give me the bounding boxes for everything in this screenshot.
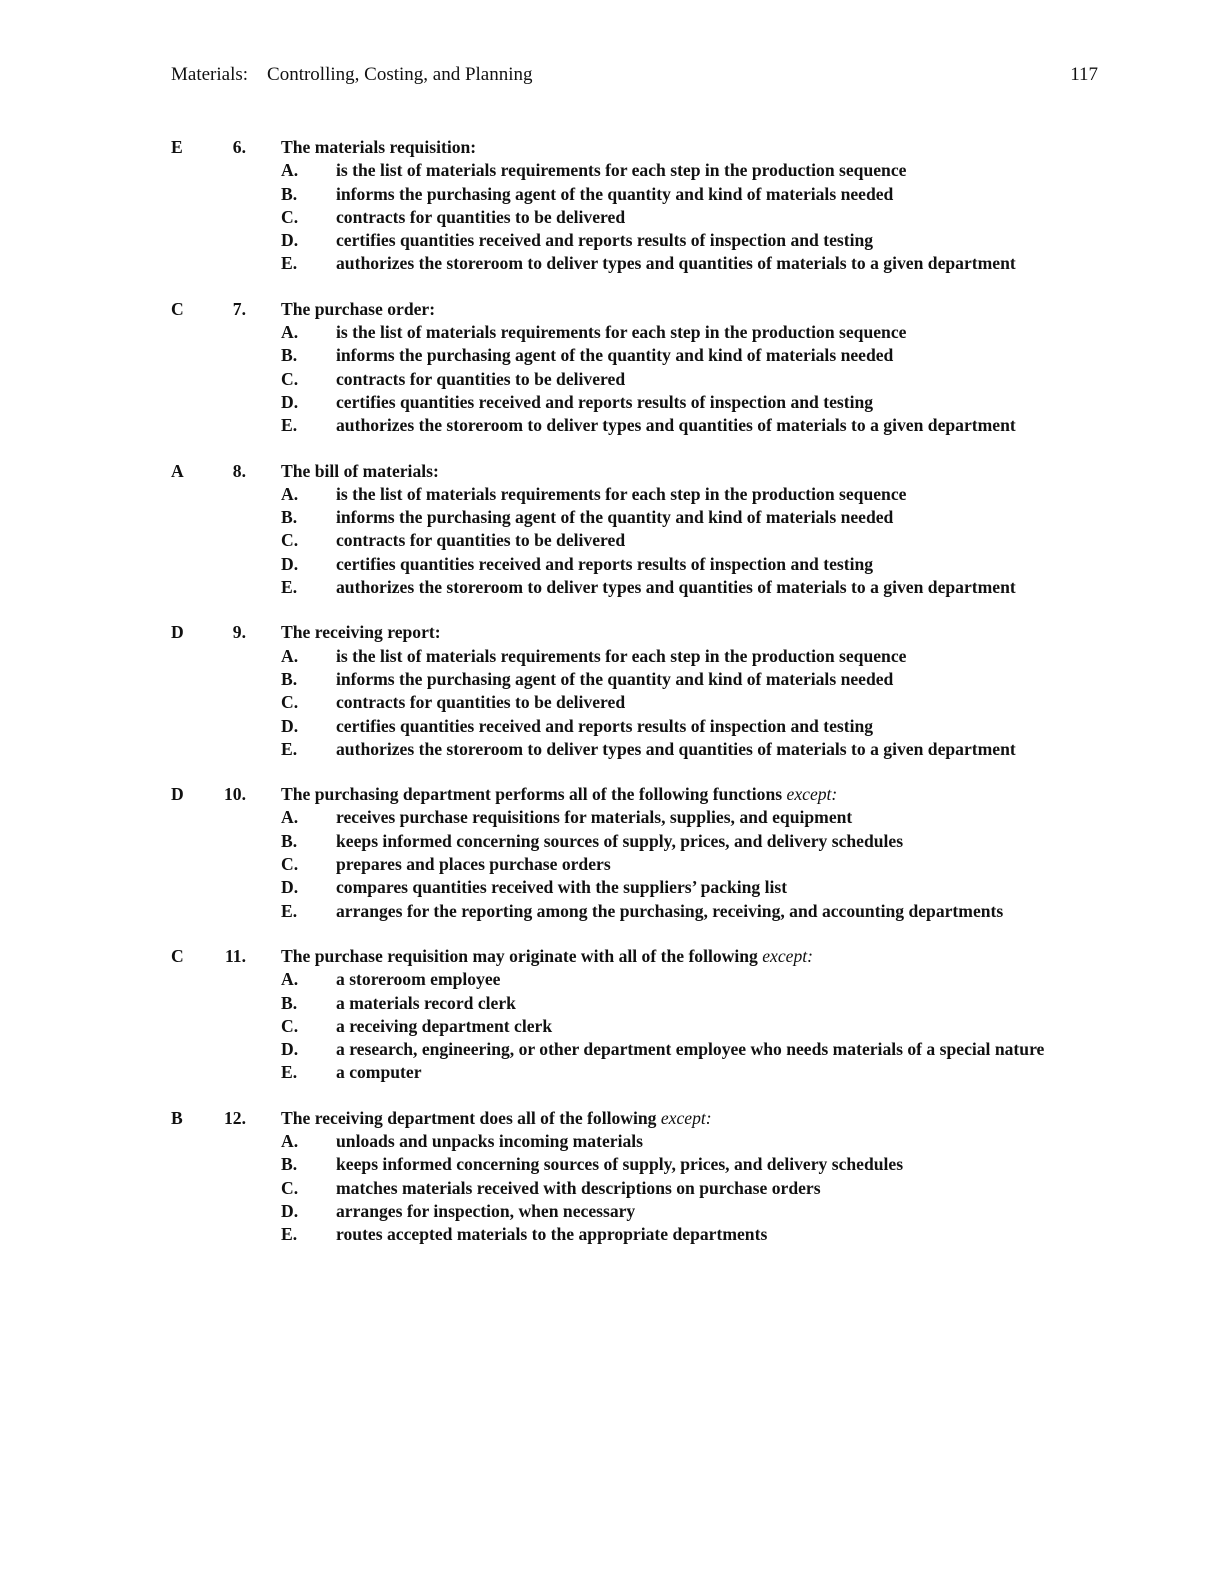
question-stem-text: The receiving report:	[281, 622, 441, 643]
question-stem	[281, 460, 439, 483]
option-letter: C.	[281, 206, 299, 227]
option-letter: B.	[281, 668, 298, 689]
option-text: a receiving department clerk	[336, 1015, 553, 1036]
question-stem-row	[0, 621, 1224, 644]
option-letter: C.	[281, 530, 299, 551]
option-text: authorizes the storeroom to deliver types and quantities of materials to a given department	[336, 577, 1016, 598]
option-text: is the list of materials requirements for each step in the production sequence	[336, 322, 907, 343]
option-text: is the list of materials requirements for each step in the production sequence	[336, 160, 907, 181]
answer-key: A	[171, 460, 184, 481]
option-text: certifies quantities received and reports results of inspection and testing	[336, 715, 874, 736]
answer-option	[0, 738, 1224, 761]
question-number: 6.	[232, 137, 246, 157]
option-letter: B.	[281, 183, 298, 204]
answer-option	[0, 553, 1224, 576]
answer-option	[0, 1223, 1224, 1246]
question-stem-text: The bill of materials:	[281, 460, 439, 481]
option-text: is the list of materials requirements for each step in the production sequence	[336, 645, 907, 666]
option-letter: D.	[281, 1200, 299, 1221]
option-text: receives purchase requisitions for materials, supplies, and equipment	[336, 807, 853, 828]
option-text: certifies quantities received and reports results of inspection and testing	[336, 553, 874, 574]
option-text: compares quantities received with the suppliers’ packing list	[336, 877, 788, 898]
option-letter: A.	[281, 1130, 299, 1151]
option-text: matches materials received with descriptions on purchase orders	[336, 1177, 821, 1198]
answer-option	[0, 806, 1224, 829]
option-text: is the list of materials requirements for each step in the production sequence	[336, 483, 907, 504]
answer-option	[0, 900, 1224, 923]
answer-option	[0, 715, 1224, 738]
question-number: 9.	[232, 622, 246, 643]
question-3	[0, 621, 1224, 761]
question-5	[0, 945, 1224, 1085]
answer-key: D	[171, 622, 184, 643]
question-stem-text: The purchase requisition may originate with all of the following	[281, 945, 758, 966]
answer-option	[0, 1038, 1224, 1061]
answer-option	[0, 483, 1224, 506]
question-stem-row	[0, 460, 1224, 483]
answer-key: E	[171, 137, 183, 157]
option-letter: A.	[281, 645, 299, 666]
answer-key: C	[171, 298, 184, 319]
option-text: certifies quantities received and reports results of inspection and testing	[336, 230, 874, 251]
option-letter: D.	[281, 1039, 299, 1060]
answer-option	[0, 229, 1224, 252]
question-stem	[281, 621, 441, 644]
question-stem	[281, 136, 476, 159]
question-stem	[281, 298, 435, 321]
answer-option	[0, 576, 1224, 599]
answer-option	[0, 159, 1224, 182]
option-text: authorizes the storeroom to deliver types and quantities of materials to a given department	[336, 415, 1016, 436]
question-stem	[281, 945, 813, 968]
answer-option	[0, 853, 1224, 876]
option-text: keeps informed concerning sources of supply, prices, and delivery schedules	[336, 830, 904, 851]
question-number: 11.	[224, 945, 246, 966]
answer-option	[0, 691, 1224, 714]
option-letter: C.	[281, 692, 299, 713]
question-stem-text: The purchase order:	[281, 298, 436, 319]
option-text: informs the purchasing agent of the quantity and kind of materials needed	[336, 183, 894, 204]
answer-option	[0, 1130, 1224, 1153]
option-text: arranges for inspection, when necessary	[336, 1200, 636, 1221]
option-letter: D.	[281, 553, 299, 574]
option-text: certifies quantities received and reports results of inspection and testing	[336, 391, 874, 412]
question-stem-text: The materials requisition:	[281, 137, 477, 157]
answer-option	[0, 368, 1224, 391]
option-letter: A.	[281, 160, 299, 181]
question-number: 7.	[232, 298, 246, 319]
option-text: unloads and unpacks incoming materials	[336, 1130, 643, 1151]
option-text: contracts for quantities to be delivered	[336, 206, 626, 227]
option-letter: C.	[281, 854, 299, 875]
option-text: keeps informed concerning sources of supply, prices, and delivery schedules	[336, 1154, 904, 1175]
question-0	[0, 136, 1224, 276]
answer-option	[0, 830, 1224, 853]
answer-option	[0, 414, 1224, 437]
option-text: prepares and places purchase orders	[336, 854, 611, 875]
question-number: 10.	[224, 784, 246, 805]
answer-option	[0, 391, 1224, 414]
option-text: contracts for quantities to be delivered	[336, 368, 626, 389]
option-text: routes accepted materials to the appropriate departments	[336, 1224, 768, 1245]
option-letter: A.	[281, 807, 299, 828]
question-number: 12.	[224, 1107, 246, 1128]
question-stem-row	[0, 1107, 1224, 1130]
answer-option	[0, 529, 1224, 552]
question-1	[0, 298, 1224, 438]
running-title: Materials: Controlling, Costing, and Planning	[171, 64, 533, 85]
question-stem	[281, 783, 837, 806]
option-text: contracts for quantities to be delivered	[336, 692, 626, 713]
option-letter: D.	[281, 715, 299, 736]
option-letter: D.	[281, 877, 299, 898]
option-text: informs the purchasing agent of the quantity and kind of materials needed	[336, 507, 894, 528]
question-stem-text: The receiving department does all of the following	[281, 1107, 657, 1128]
question-stem-row	[0, 136, 1224, 159]
question-6	[0, 1107, 1224, 1247]
answer-option	[0, 1177, 1224, 1200]
answer-option	[0, 668, 1224, 691]
option-letter: C.	[281, 1177, 299, 1198]
option-text: a storeroom employee	[336, 969, 501, 990]
option-letter: E.	[281, 900, 298, 921]
answer-option	[0, 876, 1224, 899]
answer-option	[0, 1061, 1224, 1084]
answer-option	[0, 1015, 1224, 1038]
question-stem-except: except:	[786, 784, 838, 805]
option-letter: B.	[281, 830, 298, 851]
option-letter: B.	[281, 507, 298, 528]
question-stem-except: except:	[762, 945, 814, 966]
answer-option	[0, 968, 1224, 991]
option-letter: A.	[281, 322, 299, 343]
question-2	[0, 460, 1224, 600]
page-header	[171, 64, 1098, 90]
answer-key: C	[171, 945, 184, 966]
option-letter: D.	[281, 230, 299, 251]
answer-option	[0, 1200, 1224, 1223]
option-letter: E.	[281, 253, 298, 274]
answer-option	[0, 206, 1224, 229]
page-number: 117	[1070, 64, 1098, 85]
answer-key: B	[171, 1107, 183, 1128]
option-text: authorizes the storeroom to deliver types and quantities of materials to a given department	[336, 738, 1016, 759]
option-text: informs the purchasing agent of the quantity and kind of materials needed	[336, 668, 894, 689]
option-text: authorizes the storeroom to deliver types and quantities of materials to a given department	[336, 253, 1016, 274]
option-letter: E.	[281, 415, 298, 436]
option-text: a materials record clerk	[336, 992, 516, 1013]
option-text: informs the purchasing agent of the quantity and kind of materials needed	[336, 345, 894, 366]
option-letter: E.	[281, 577, 298, 598]
option-letter: C.	[281, 1015, 299, 1036]
option-letter: B.	[281, 345, 298, 366]
question-list	[0, 136, 1224, 1268]
question-stem-row	[0, 298, 1224, 321]
option-letter: A.	[281, 483, 299, 504]
answer-key: D	[171, 784, 184, 805]
answer-option	[0, 992, 1224, 1015]
question-stem-text: The purchasing department performs all of the following functions	[281, 784, 783, 805]
question-stem	[281, 1107, 712, 1130]
answer-option	[0, 183, 1224, 206]
answer-option	[0, 344, 1224, 367]
answer-option	[0, 645, 1224, 668]
option-text: contracts for quantities to be delivered	[336, 530, 626, 551]
option-letter: C.	[281, 368, 299, 389]
question-4	[0, 783, 1224, 923]
question-stem-row	[0, 783, 1224, 806]
option-letter: D.	[281, 391, 299, 412]
answer-option	[0, 321, 1224, 344]
option-letter: E.	[281, 738, 298, 759]
option-letter: B.	[281, 992, 298, 1013]
option-letter: B.	[281, 1154, 298, 1175]
answer-option	[0, 506, 1224, 529]
option-letter: E.	[281, 1224, 298, 1245]
answer-option	[0, 252, 1224, 275]
question-stem-except: except:	[660, 1107, 712, 1128]
question-number: 8.	[232, 460, 246, 481]
option-text: a computer	[336, 1062, 422, 1083]
option-text: a research, engineering, or other department employee who needs materials of a special nature	[336, 1039, 1045, 1060]
option-letter: A.	[281, 969, 299, 990]
option-text: arranges for the reporting among the purchasing, receiving, and accounting departments	[336, 900, 1004, 921]
answer-option	[0, 1153, 1224, 1176]
option-letter: E.	[281, 1062, 298, 1083]
question-stem-row	[0, 945, 1224, 968]
